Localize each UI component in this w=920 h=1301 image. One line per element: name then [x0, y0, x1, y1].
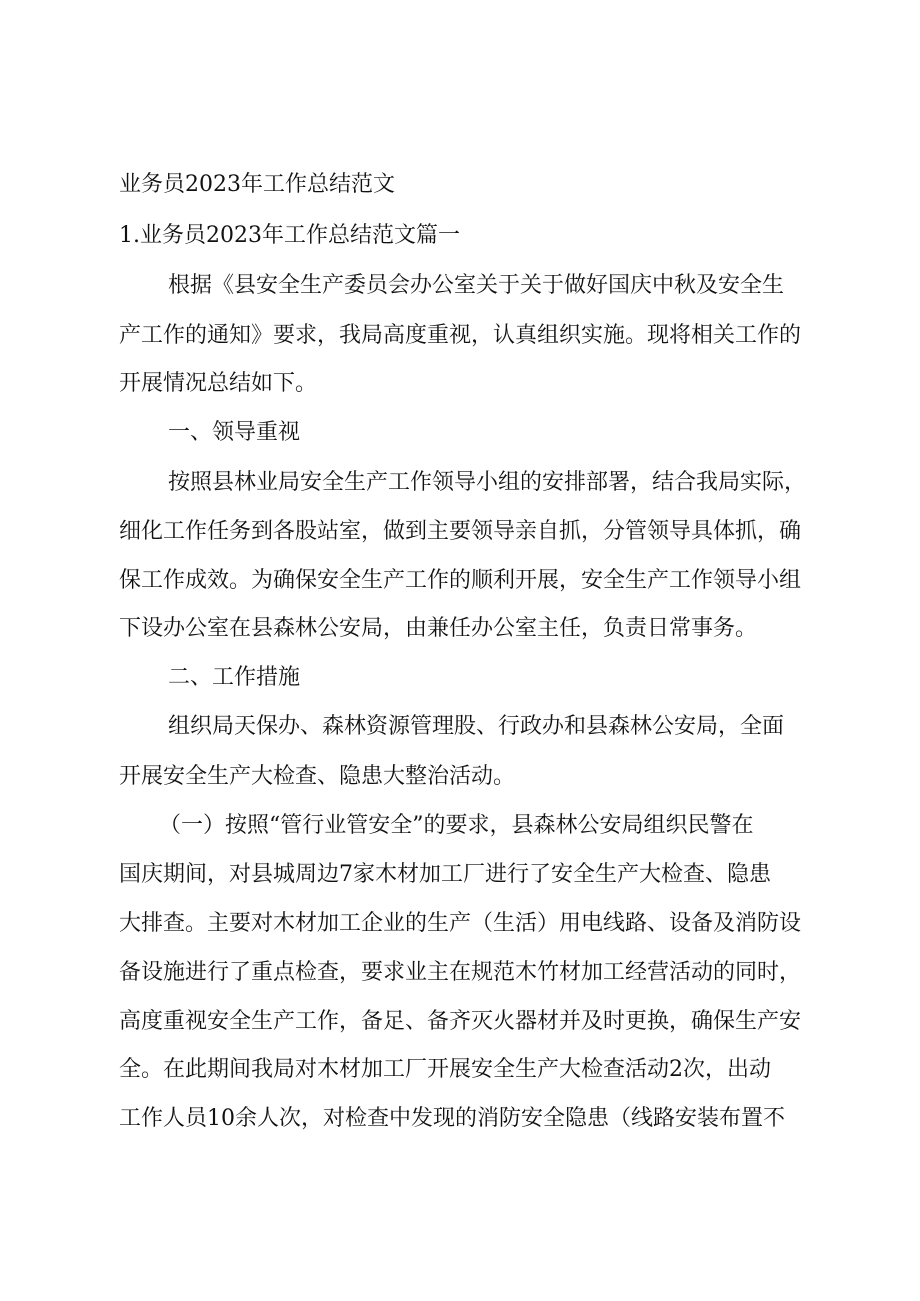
document-subtitle: 1.业务员2023年工作总结范文篇一 — [119, 223, 460, 248]
paragraph-line: 细化工作任务到各股站室，做到主要领导亲自抓，分管领导具体抓，确 — [119, 519, 802, 544]
paragraph-line: 保工作成效。为确保安全生产工作的顺利开展，安全生产工作领导小组 — [119, 568, 802, 593]
paragraph-line: 高度重视安全生产工作，备足、备齐灭火器材并及时更换，确保生产安 — [119, 1009, 802, 1034]
paragraph-line: 工作人员10余人次，对检查中发现的消防安全隐患（线路安装布置不 — [119, 1106, 785, 1131]
document-title: 业务员2023年工作总结范文 — [119, 172, 395, 197]
section-heading: 一、领导重视 — [168, 420, 301, 445]
paragraph-line: 开展安全生产大检查、隐患大整治活动。 — [119, 764, 516, 789]
paragraph-line: 备设施进行了重点检查，要求业主在规范木竹材加工经营活动的同时， — [119, 960, 802, 985]
paragraph-line: 组织局天保办、森林资源管理股、行政办和县森林公安局，全面 — [168, 714, 785, 739]
section-heading: 二、工作措施 — [168, 665, 301, 690]
paragraph-line: 按照县林业局安全生产工作领导小组的安排部署，结合我局实际， — [168, 470, 807, 495]
paragraph-line: （一）按照“管行业管安全”的要求，县森林公安局组织民警在 — [159, 813, 754, 838]
paragraph-line: 国庆期间，对县城周边7家木材加工厂进行了安全生产大检查、隐患 — [119, 862, 771, 887]
paragraph-line: 根据《县安全生产委员会办公室关于关于做好国庆中秋及安全生 — [168, 273, 785, 298]
paragraph-line: 大排查。主要对木材加工企业的生产（生活）用电线路、设备及消防设 — [119, 911, 802, 936]
paragraph-line: 产工作的通知》要求，我局高度重视，认真组织实施。现将相关工作的 — [119, 323, 802, 348]
paragraph-line: 开展情况总结如下。 — [119, 371, 318, 396]
paragraph-line: 全。在此期间我局对木材加工厂开展安全生产大检查活动2次，出动 — [119, 1057, 771, 1082]
paragraph-line: 下设办公室在县森林公安局，由兼任办公室主任，负责日常事务。 — [119, 616, 758, 641]
